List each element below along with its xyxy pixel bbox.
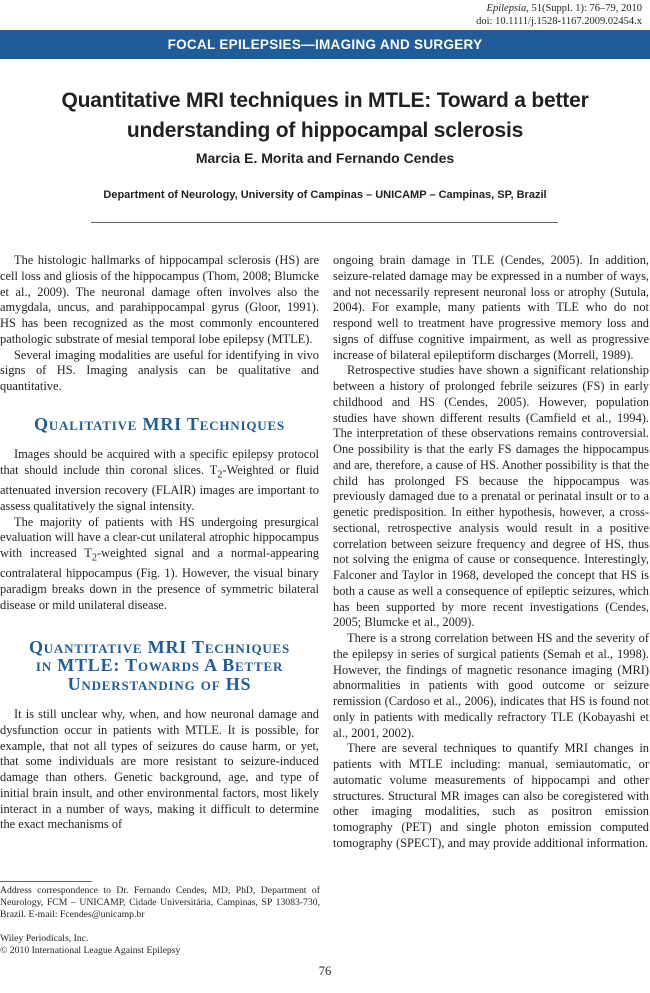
right-column	[333, 253, 649, 852]
q1-text-a: Images should be acquired with a specific epilepsy protocol that should include thin coronal slices. T	[0, 447, 319, 477]
right-paragraph-1: ongoing brain damage in TLE (Cendes, 2005). In addition, seizure-related damage may be expressed in a number of ways, and not necessarily represent neuronal loss or atrophy (Sutula, 2004). For example, many patients with TLE who do not respond well to treatment have progressive memory loss and signs of diffuse cognitive impairment, as well as progressive increase of bilateral epileptiform discharges (Morrell, 1989).	[333, 253, 649, 362]
q1-text-b: -Weighted or fluid attenuated inversion recovery (FLAIR) images are important to assess qualitatively the signal intensity.	[0, 463, 319, 513]
doi: doi: 10.1111/j.1528-1167.2009.02454.x	[476, 16, 642, 27]
article-title	[0, 86, 650, 146]
affiliation: Department of Neurology, University of Campinas – UNICAMP – Campinas, SP, Brazil	[103, 189, 547, 201]
page-number: 76	[318, 964, 332, 978]
journal-name: Epilepsia	[486, 3, 527, 14]
copyright-notice: © 2010 International League Against Epilepsy	[0, 945, 181, 956]
qualitative-paragraph-2	[0, 515, 319, 614]
section-heading-qualitative: Qualitative MRI Techniques	[34, 413, 285, 434]
right-paragraph-3: There is a strong correlation between HS and the severity of the epilepsy in series of surgical patients (Semah et al., 1998). However, the findings of magnetic resonance imaging (MRI) abnormalities in patients with good outcome or seizure remission (Cardoso et al., 2006), indicates that HS is found not only in patients with medically refractory TLE (Kobayashi et al., 2001, 2002).	[333, 631, 649, 740]
section-banner	[0, 30, 650, 59]
footnote-divider	[0, 881, 92, 882]
publisher-info	[0, 933, 320, 957]
banner-text: FOCAL EPILEPSIES—IMAGING AND SURGERY	[167, 37, 483, 52]
q2-subscript: 2	[91, 552, 98, 564]
section-heading-quantitative	[0, 638, 319, 694]
correspondence-footnote: Address correspondence to Dr. Fernando Cendes, MD, PhD, Department of Neurology, FCM – UNICAMP, Cidade Universitária, Campinas, SP 13083-730, Brazil. E-mail: Fcendes@unicamp.br	[0, 885, 320, 920]
right-paragraph-2: Retrospective studies have shown a significant relationship between a history of prolonged febrile seizures (FS) in early childhood and HS (Cendes, 2005). However, population studies have shown different results (Camfield et al., 1994). The interpretation of these observations remains controversial. One possibility is that the early FS damages the hippocampus and are, therefore, a cause of HS. Another possibility is that the child has prolonged FS because the hippocampus was previously damaged due to a prenatal or perinatal insult or to a genetic predisposition. In either hypothesis, however, a cross-sectional, retrospective analysis would result in a positive correlation between seizure frequency and degree of HS, thus not solving the enigma of cause or consequence. Interestingly, Falconer and Taylor in 1968, developed the concept that HS is both a cause as well a consequence of epileptic seizures, which has been supported by more recent investigations (Cendes, 2005; Blumcke et al., 2009).	[333, 363, 649, 630]
left-column	[0, 253, 319, 833]
intro-paragraph-1: The histologic hallmarks of hippocampal sclerosis (HS) are cell loss and gliosis of the hippocampus (Thom, 2008; Blumcke et al., 2009). The neuronal damage often involves also the amygdala, uncus, and parahippocampal gyrus (Gloor, 1991). HS has been recognized as the most commonly encountered pathologic substrate of mesial temporal lobe epilepsy (MTLE).	[0, 253, 319, 346]
q1-subscript: 2	[217, 469, 223, 481]
citation-volume: , 51(Suppl. 1): 76–79, 2010	[526, 3, 642, 14]
title-line-2: understanding of hippocampal sclerosis	[126, 119, 524, 142]
section2-heading-line-1: Quantitative MRI Techniques	[28, 636, 291, 657]
authors: Marcia E. Morita and Fernando Cendes	[195, 150, 455, 166]
right-paragraph-4: There are several techniques to quantify MRI changes in patients with MTLE including: manual, semiautomatic, or automatic volume measurements of hippocampi and other structures. Structural MR images can also be coregistered with other imaging modalities, such as positron emission tomography (PET) and single photon emission computed tomography (SPECT), and may provide additional information.	[333, 741, 649, 850]
qualitative-paragraph-1	[0, 447, 319, 514]
intro-paragraph-2: Several imaging modalities are useful for identifying in vivo signs of HS. Imaging analysis can be qualitative and quantitative.	[0, 347, 319, 393]
publisher-name: Wiley Periodicals, Inc.	[0, 933, 89, 944]
title-line-1: Quantitative MRI techniques in MTLE: Toward a better	[61, 89, 589, 112]
section2-heading-line-2: in MTLE: Towards A Better	[35, 655, 284, 676]
q2-text-a: The majority of patients with HS undergoing presurgical evaluation will have a clear-cut unilateral atrophic hippocampus with increased T	[0, 514, 319, 561]
q2-text-b: -weighted signal and a normal-appearing contralateral hippocampus (Fig. 1). However, the visual binary paradigm breaks down in the presence of symmetric bilateral disease or mild unilateral disease.	[0, 546, 319, 612]
citation-header	[476, 2, 642, 28]
section2-heading-line-3: Understanding of HS	[67, 673, 252, 694]
title-divider	[91, 222, 558, 223]
quantitative-paragraph-1: It is still unclear why, when, and how neuronal damage and dysfunction occur in patients with MTLE. It is possible, for example, that not all types of seizures do cause harm, or yet, that some individuals are more resistant to seizure-induced damage than others. Genetic background, age, and type of initial brain insult, and other environmental factors, most likely interact in a number of ways, making it difficult to determine the exact mechanisms of	[0, 707, 319, 832]
